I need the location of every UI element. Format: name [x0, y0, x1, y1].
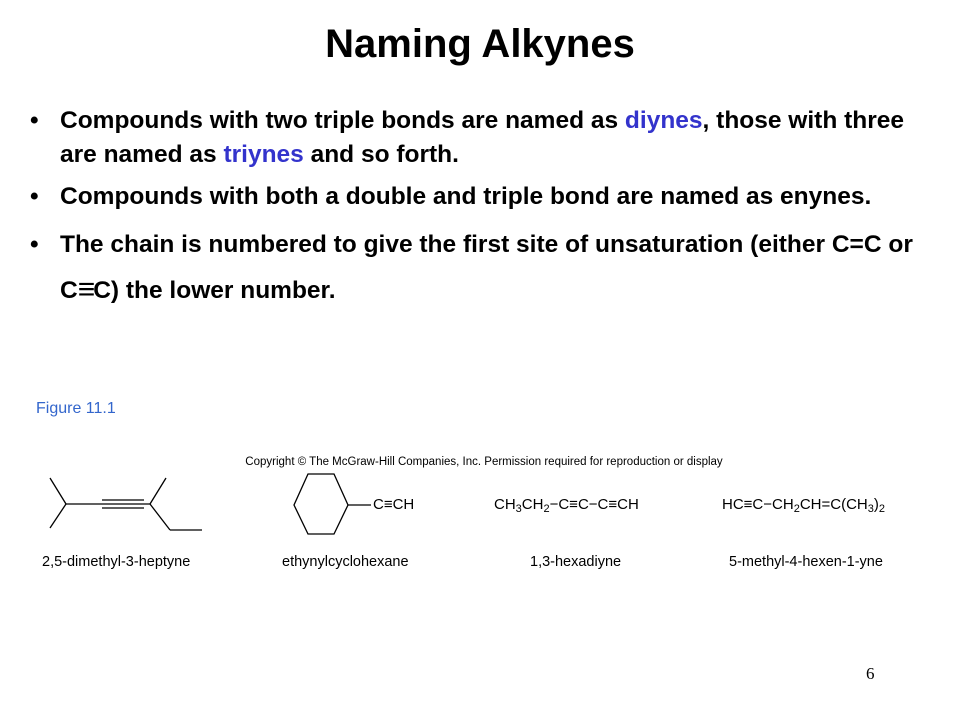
bullet-item-diynes — [30, 104, 940, 172]
molecule-structure-cyclohexane — [285, 470, 375, 545]
copyright-notice: Copyright © The McGraw-Hill Companies, Inc. Permission required for reproduction or display — [245, 456, 723, 468]
bullet-marker: • — [30, 183, 39, 210]
molecule-name-cyclohexane: ethynylcyclohexane — [282, 554, 409, 570]
term-triynes: triynes — [223, 141, 304, 168]
triple-bond-symbol: ≡ — [77, 273, 94, 306]
molecule-name-heptyne: 2,5-dimethyl-3-heptyne — [42, 554, 191, 570]
page-number: 6 — [866, 664, 875, 683]
formula-text: HC≡C−CH — [722, 496, 794, 513]
molecule-formula-hexenyne — [722, 496, 885, 513]
formula-subscript: 2 — [878, 503, 885, 515]
slide-title: Naming Alkynes — [325, 22, 635, 66]
formula-subscript: 2 — [543, 503, 550, 515]
formula-text: CH=C(CH — [799, 496, 868, 513]
molecule-name-hexenyne: 5-methyl-4-hexen-1-yne — [729, 554, 883, 570]
formula-subscript: 3 — [867, 503, 874, 515]
bullet-marker: • — [30, 107, 39, 134]
formula-text: CH — [521, 496, 544, 513]
formula-text: CH — [494, 496, 516, 513]
term-diynes: diynes — [624, 107, 703, 134]
molecule-name-hexadiyne: 1,3-hexadiyne — [530, 554, 622, 570]
bullet-text: C) the lower number. — [93, 277, 336, 304]
formula-subscript: 3 — [515, 503, 522, 515]
figure-label: Figure 11.1 — [36, 400, 116, 417]
formula-subscript: 2 — [793, 503, 800, 515]
bullet-item-numbering — [30, 222, 940, 313]
molecule-formula-hexadiyne — [494, 496, 639, 513]
bullet-text: and so forth. — [303, 141, 459, 168]
formula-text: C≡CH — [373, 496, 415, 513]
bullet-text: Compounds with two triple bonds are named as — [60, 107, 625, 134]
bullet-list — [30, 104, 940, 321]
formula-text: −C≡C−C≡CH — [549, 496, 639, 513]
bullet-text: Compounds with both a double and triple bond are named as enynes. — [60, 183, 872, 210]
formula-text: ) — [873, 496, 879, 513]
bullet-item-enynes — [30, 180, 940, 214]
molecule-structure-heptyne — [40, 470, 210, 540]
bullet-marker: • — [30, 231, 39, 258]
bullet-text: The chain is numbered to give the first site of unsaturation (either C=C or C — [60, 231, 913, 304]
molecule-formula-ethynyl — [373, 496, 414, 513]
bullet-text: , those with three are named as — [60, 107, 905, 168]
